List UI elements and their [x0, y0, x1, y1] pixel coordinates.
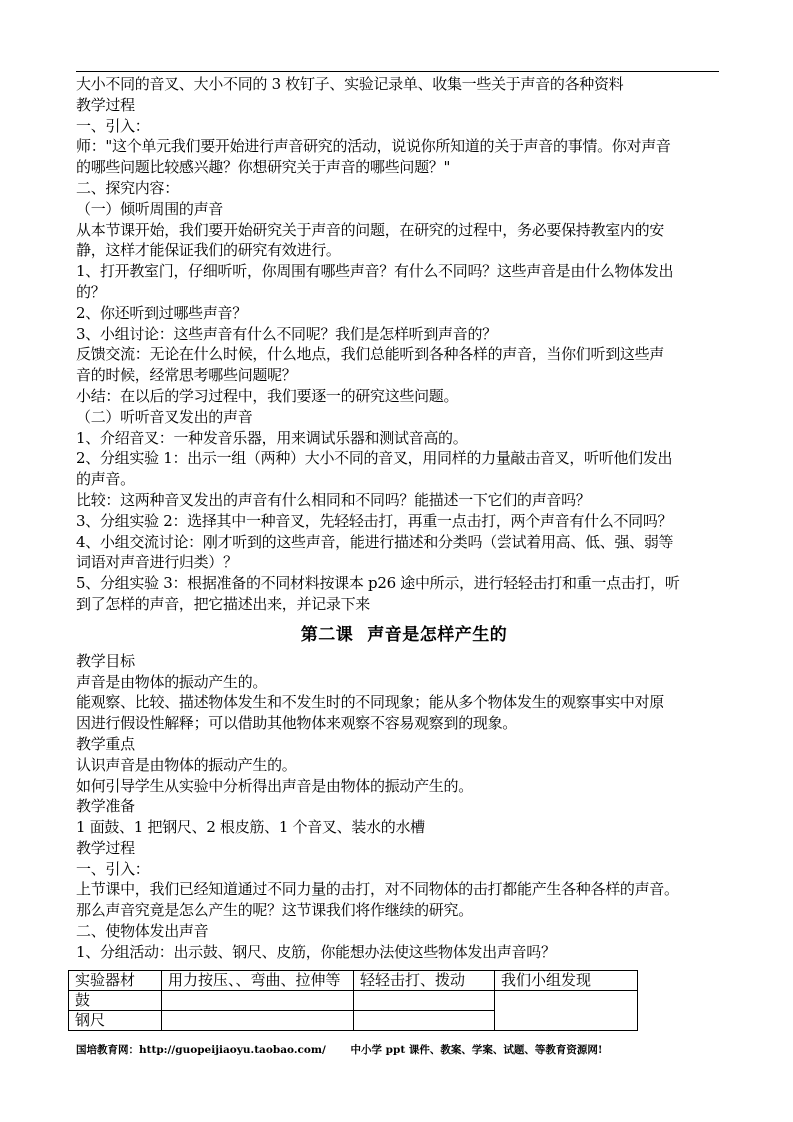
text-line: 能观察、比较、描述物体发生和不发生时的不同现象；能从多个物体发生的观察事实中对原	[76, 693, 665, 712]
header-cell: 用力按压、、弯曲、拉伸等	[162, 971, 354, 991]
text-line: 小结：在以后的学习过程中，我们要逐一的研究这些问题。	[76, 386, 459, 405]
lesson-number: 第二课	[300, 624, 354, 645]
table-cell[interactable]	[354, 1011, 495, 1031]
text-line: 的哪些问题比较感兴趣？你想研究关于声音的哪些问题？"	[76, 158, 451, 177]
text-line: （二）听听音叉发出的声音	[76, 407, 253, 426]
text-line: 5、分组实验 3：根据准备的不同材料按课本 p26 途中所示，进行轻轻击打和重一点击打，听	[76, 574, 680, 593]
table-cell[interactable]	[354, 991, 495, 1011]
text-line: 一、引入：	[76, 859, 150, 878]
section-top	[76, 74, 722, 615]
text-line: 教学过程	[76, 838, 135, 857]
header-cell: 轻轻击打、拨动	[354, 971, 495, 991]
text-line: 如何引导学生从实验中分析得出声音是由物体的振动产生的。	[76, 776, 473, 795]
text-line: 音的时候，经常思考哪些问题呢？	[76, 366, 297, 385]
lesson-name: 声音是怎样产生的	[367, 624, 508, 645]
row-label: 钢尺	[69, 1011, 162, 1031]
text-line: 声音是由物体的振动产生的。	[76, 672, 268, 691]
text-line: 的？	[76, 282, 106, 301]
text-line: 2、分组实验 1：出示一组（两种）大小不同的音叉，用同样的力量敲击音叉，听听他们发出	[76, 449, 673, 468]
footer-slogan: 中小学 ppt 课件、教案、学案、试题、等教育资源网!	[350, 1044, 603, 1056]
document-body	[76, 74, 722, 963]
footer-site: 国培教育网：http://guopeijiaoyu.taobao.com/	[76, 1044, 326, 1056]
experiment-table	[68, 970, 638, 1031]
text-line: 因进行假设性解释；可以借助其他物体来观察不容易观察到的现象。	[76, 714, 518, 733]
text-line: 从本节课开始，我们要开始研究关于声音的问题，在研究的过程中，务必要保持教室内的安	[76, 220, 665, 239]
text-line: 静，这样才能保证我们的研究有效进行。	[76, 241, 341, 260]
text-line: 3、小组讨论：这些声音有什么不同呢？我们是怎样听到声音的？	[76, 324, 497, 343]
text-line: 4、小组交流讨论：刚才听到的这些声音，能进行描述和分类吗（尝试着用高、低、强、弱等	[76, 532, 674, 551]
text-line: 认识声音是由物体的振动产生的。	[76, 755, 297, 774]
table-row	[69, 991, 638, 1011]
text-line: 1、打开教室门，仔细听听，你周围有哪些声音？有什么不同吗？这些声音是由什么物体发出	[76, 262, 674, 281]
text-line: 二、使物体发出声音	[76, 922, 209, 941]
text-line: 到了怎样的声音，把它描述出来，并记录下来	[76, 594, 371, 613]
text-line: 大小不同的音叉、大小不同的 3 枚钉子、实验记录单、收集一些关于声音的各种资料	[76, 75, 624, 93]
lesson-title	[76, 615, 722, 645]
table-cell[interactable]	[162, 1011, 354, 1031]
header-cell: 我们小组发现	[495, 971, 638, 991]
row-label: 鼓	[69, 991, 162, 1011]
section-bottom	[76, 651, 722, 963]
text-line: 上节课中，我们已经知道通过不同力量的击打，对不同物体的击打都能产生各种各样的声音。	[76, 880, 679, 899]
table-cell[interactable]	[162, 991, 354, 1011]
header-cell: 实验器材	[69, 971, 162, 991]
text-line: 比较：这两种音叉发出的声音有什么相同和不同吗？能描述一下它们的声音吗？	[76, 490, 591, 509]
text-line: 1 面鼓、1 把钢尺、2 根皮筋、1 个音叉、装水的水槽	[76, 818, 425, 837]
text-line: 师："这个单元我们要开始进行声音研究的活动，说说你所知道的关于声音的事情。你对声音	[76, 137, 671, 156]
text-line: 一、引入：	[76, 116, 150, 135]
text-line: 二、探究内容：	[76, 178, 179, 197]
text-line: 3、分组实验 2：选择其中一种音叉，先轻轻击打，再重一点击打，两个声音有什么不同吗？	[76, 511, 673, 530]
text-line: （一）倾听周围的声音	[76, 199, 224, 218]
text-line: 反馈交流：无论在什么时候，什么地点，我们总能听到各种各样的声音，当你们听到这些声	[76, 345, 665, 364]
text-line: 的声音。	[76, 470, 135, 489]
text-line: 1、介绍音叉：一种发音乐器，用来调试乐器和测试音高的。	[76, 428, 468, 447]
page-footer	[76, 1042, 602, 1057]
text-line: 教学准备	[76, 797, 135, 816]
table-cell[interactable]	[495, 991, 638, 1031]
text-line: 教学目标	[76, 651, 135, 670]
text-line: 教学重点	[76, 734, 135, 753]
header-rule	[76, 71, 719, 72]
text-line: 词语对声音进行归类）？	[76, 553, 238, 572]
text-line: 那么声音究竟是怎么产生的呢？这节课我们将作继续的研究。	[76, 901, 473, 920]
text-line: 2、你还听到过哪些声音？	[76, 303, 247, 322]
text-line: 1、分组活动：出示鼓、钢尺、皮筋，你能想办法使这些物体发出声音吗？	[76, 942, 556, 961]
table-header-row	[69, 971, 638, 991]
text-line: 教学过程	[76, 95, 135, 114]
